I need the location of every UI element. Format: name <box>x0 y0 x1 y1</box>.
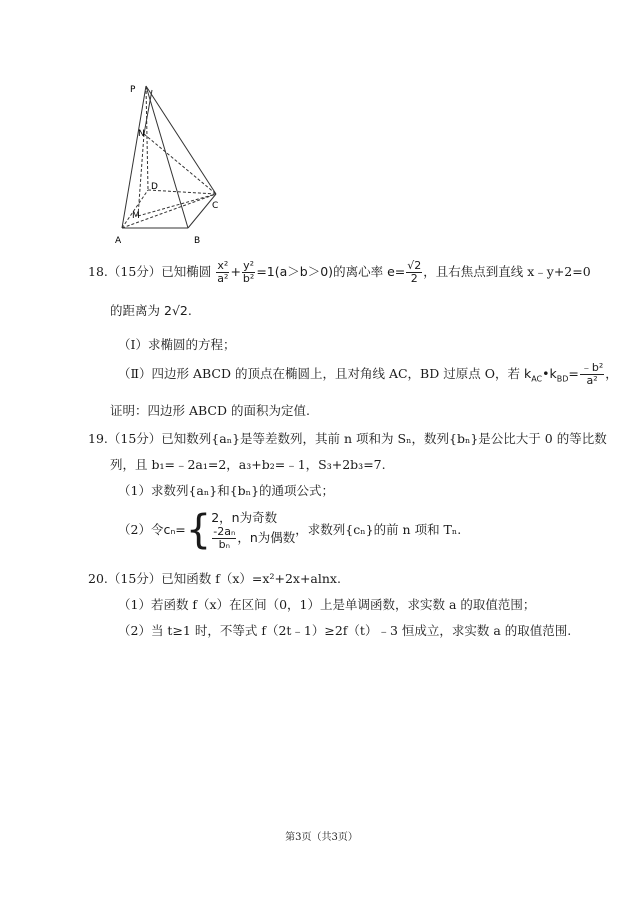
label-P: P <box>130 85 136 95</box>
pyramid-figure <box>108 78 238 250</box>
q18-frac-x: $\frac{\text{x²}}{\text{a²}}$ <box>217 259 229 285</box>
label-N: N <box>138 129 145 139</box>
q19-part2: （2）令cₙ={ 2，n为奇数 $\frac{\text{-2aₙ}}{\text{bₙ}}$ ，n为偶数 ，求数列{cₙ}的前 n 项和 Tₙ. <box>118 507 462 553</box>
q18-part2-line2: 证明：四边形 ABCD 的面积为定值. <box>110 403 310 418</box>
q18-line1: 18.（15分）已知椭圆 $\frac{\text{x²}}{\text{a²}}$ + $\frac{\text{y²}}{\text{b²}}$ =1(a＞b＞0)的离心率 e= $\frac{√2}{2}$ ，且右焦点到直线 x﹣y+2=0 <box>88 259 591 285</box>
q18-frac-y: $\frac{\text{y²}}{\text{b²}}$ <box>242 259 255 285</box>
q19-part1: （1）求数列{aₙ}和{bₙ}的通项公式； <box>118 483 335 498</box>
label-M: M <box>132 211 140 221</box>
q19-line2: 列，且 b₁=﹣2a₁=2，a₃+b₂=﹣1，S₃+2b₃=7. <box>110 457 386 472</box>
label-D: D <box>151 182 158 192</box>
q19-piecewise: { 2，n为奇数 $\frac{\text{-2aₙ}}{\text{bₙ}}$ ，n为偶数 <box>185 507 296 553</box>
q19-line1: 19.（15分）已知数列{aₙ}是等差数列，其前 n 项和为 Sₙ，数列{bₙ}是公比大于 0 的等比数 <box>88 431 607 446</box>
q18-part2: （Ⅱ）四边形 ABCD 的顶点在椭圆上，且对角线 AC，BD 过原点 O，若 $k_{AC}•k_{BD}=$ $\frac{\text{﹣b²}}{\text{a²}}$ ， <box>118 361 618 387</box>
page-footer: 第3页（共3页） <box>285 832 358 843</box>
label-C: C <box>212 201 219 211</box>
q18-frac-e: $\frac{√2}{2}$ <box>407 259 422 285</box>
label-A: A <box>115 236 122 246</box>
q18-line2: 的距离为 2√2. <box>110 303 192 318</box>
label-B: B <box>194 236 201 246</box>
q20-part2: （2）当 t≥1 时，不等式 f（2t﹣1）≥2f（t）﹣3 恒成立，求实数 a 的取值范围. <box>118 623 572 638</box>
q18-frac-k: $\frac{\text{﹣b²}}{\text{a²}}$ <box>580 361 604 387</box>
q18-part1: （Ⅰ）求椭圆的方程； <box>118 337 236 352</box>
q20-line1: 20.（15分）已知函数 f（x）=x²+2x+alnx. <box>88 571 341 586</box>
q18-head: 18.（15分）已知椭圆 <box>88 264 212 279</box>
q20-part1: （1）若函数 f（x）在区间（0，1）上是单调函数，求实数 a 的取值范围； <box>118 597 536 612</box>
